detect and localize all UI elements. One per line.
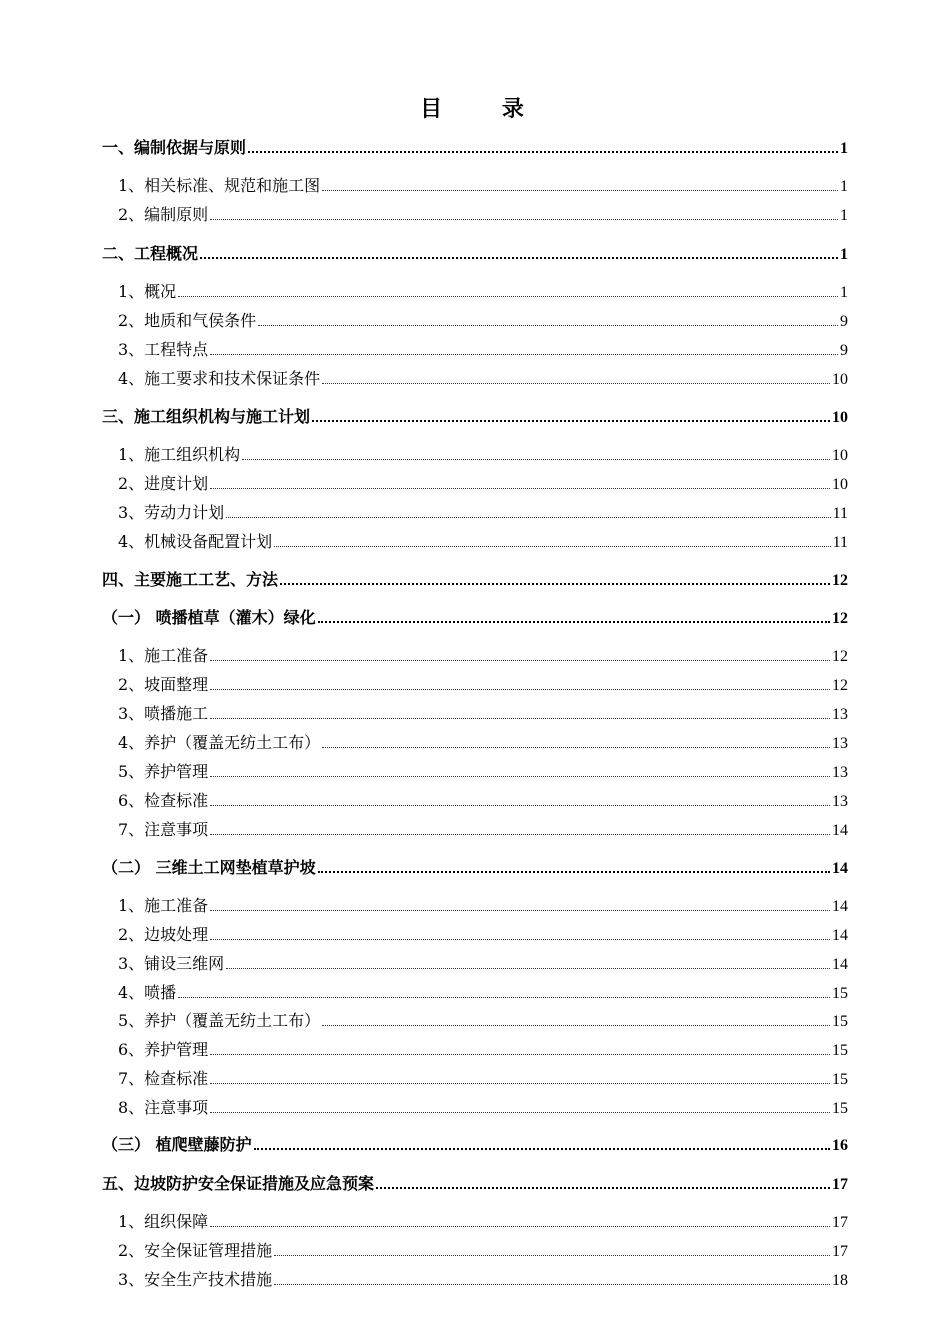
toc-dot-leader [178, 296, 838, 297]
toc-page-number: 1 [840, 207, 848, 224]
toc-page-number: 10 [832, 476, 848, 493]
toc-page-number: 12 [832, 677, 848, 694]
toc-page-number: 18 [832, 1272, 848, 1289]
toc-entry-label: 1、组织保障 [118, 1212, 209, 1231]
toc-entry-label: 4、养护（覆盖无纺土工布） [118, 733, 321, 752]
toc-dot-leader [178, 997, 830, 998]
toc-subentry[interactable] [118, 700, 848, 724]
toc-entry-label: 1、相关标准、规范和施工图 [118, 176, 321, 195]
toc-page-number: 16 [832, 1137, 848, 1154]
toc-entry-label: （三） 植爬壁藤防护 [102, 1135, 252, 1154]
toc-heading-entry[interactable] [102, 604, 848, 628]
toc-page-number: 10 [832, 409, 848, 426]
toc-page-number: 11 [832, 505, 848, 522]
toc-entry-label: 7、检查标准 [118, 1069, 209, 1088]
toc-entry-label: 2、安全保证管理措施 [118, 1241, 273, 1260]
toc-page-number: 13 [832, 793, 848, 810]
toc-page-number: 14 [832, 860, 848, 877]
toc-subentry[interactable] [118, 787, 848, 811]
toc-dot-leader [210, 689, 830, 690]
toc-heading-entry[interactable] [102, 1170, 848, 1194]
toc-dot-leader [210, 939, 830, 940]
toc-page-number: 17 [832, 1214, 848, 1231]
toc-entry-label: 3、安全生产技术措施 [118, 1270, 273, 1289]
toc-dot-leader [280, 583, 830, 585]
toc-subentry[interactable] [118, 307, 848, 331]
toc-entry-label: 1、施工准备 [118, 646, 209, 665]
toc-entry-label: 四、主要施工工艺、方法 [102, 570, 279, 589]
toc-entry-label: 5、养护（覆盖无纺土工布） [118, 1011, 321, 1030]
toc-dot-leader [226, 517, 830, 518]
toc-dot-leader [318, 871, 830, 873]
toc-dot-leader [210, 219, 838, 220]
toc-heading-entry[interactable] [102, 134, 848, 158]
toc-heading-entry[interactable] [102, 566, 848, 590]
toc-entry-label: 7、注意事项 [118, 820, 209, 839]
toc-subentry[interactable] [118, 1065, 848, 1089]
toc-subentry[interactable] [118, 950, 848, 974]
toc-page-number: 14 [832, 956, 848, 973]
toc-subentry[interactable] [118, 528, 848, 552]
toc-page-number: 13 [832, 735, 848, 752]
toc-subentry[interactable] [118, 642, 848, 666]
toc-subentry[interactable] [118, 921, 848, 945]
toc-dot-leader [210, 660, 830, 661]
toc-dot-leader [210, 910, 830, 911]
toc-subentry[interactable] [118, 892, 848, 916]
toc-page-number: 15 [832, 1071, 848, 1088]
toc-entry-label: 5、养护管理 [118, 762, 209, 781]
toc-dot-leader [210, 718, 830, 719]
toc-title: 目 录 [420, 96, 550, 122]
toc-page-number: 14 [832, 927, 848, 944]
toc-dot-leader [322, 383, 830, 384]
toc-entry-label: 4、施工要求和技术保证条件 [118, 369, 321, 388]
toc-entry-label: 1、概况 [118, 282, 177, 301]
toc-subentry[interactable] [118, 499, 848, 523]
toc-heading-entry[interactable] [102, 1131, 848, 1155]
toc-dot-leader [210, 776, 830, 777]
toc-dot-leader [200, 257, 838, 259]
toc-page-number: 1 [840, 178, 848, 195]
toc-dot-leader [274, 1255, 830, 1256]
toc-page-number: 12 [832, 648, 848, 665]
toc-dot-leader [210, 834, 830, 835]
toc-page-number: 13 [832, 764, 848, 781]
toc-entry-label: 2、坡面整理 [118, 675, 209, 694]
toc-page-number: 1 [840, 140, 848, 157]
toc-dot-leader [226, 968, 830, 969]
toc-page-number: 17 [832, 1243, 848, 1260]
toc-entry-label: 一、编制依据与原则 [102, 138, 247, 157]
toc-page-number: 9 [840, 342, 848, 359]
toc-page-number: 10 [832, 371, 848, 388]
toc-entry-label: 4、喷播 [118, 983, 177, 1002]
toc-subentry[interactable] [118, 1036, 848, 1060]
toc-dot-leader [322, 747, 830, 748]
toc-page-number: 17 [832, 1176, 848, 1193]
toc-subentry[interactable] [118, 1007, 848, 1031]
toc-dot-leader [210, 1112, 830, 1113]
toc-heading-entry[interactable] [102, 854, 848, 878]
toc-page-number: 1 [840, 246, 848, 263]
toc-entry-label: （二） 三维土工网垫植草护坡 [102, 858, 316, 877]
toc-subentry[interactable] [118, 1208, 848, 1232]
toc-dot-leader [274, 546, 830, 547]
toc-dot-leader [254, 1148, 830, 1150]
toc-subentry[interactable] [118, 470, 848, 494]
toc-subentry[interactable] [118, 1094, 848, 1118]
toc-entry-label: 6、检查标准 [118, 791, 209, 810]
toc-entry-label: 3、劳动力计划 [118, 503, 225, 522]
toc-page-number: 12 [832, 572, 848, 589]
toc-entry-label: 2、边坡处理 [118, 925, 209, 944]
toc-subentry[interactable] [118, 172, 848, 196]
toc-dot-leader [322, 1025, 830, 1026]
toc-dot-leader [210, 1226, 830, 1227]
toc-subentry[interactable] [118, 816, 848, 840]
toc-entry-label: 2、地质和气侯条件 [118, 311, 257, 330]
toc-page-number: 11 [832, 534, 848, 551]
toc-subentry[interactable] [118, 758, 848, 782]
toc-page-number: 15 [832, 1013, 848, 1030]
toc-subentry[interactable] [118, 201, 848, 225]
toc-subentry[interactable] [118, 441, 848, 465]
toc-subentry[interactable] [118, 365, 848, 389]
toc-entry-label: 4、机械设备配置计划 [118, 532, 273, 551]
toc-entry-label: 3、铺设三维网 [118, 954, 225, 973]
toc-dot-leader [258, 325, 838, 326]
toc-dot-leader [242, 459, 830, 460]
toc-subentry[interactable] [118, 979, 848, 1003]
toc-entry-label: 3、工程特点 [118, 340, 209, 359]
toc-dot-leader [210, 488, 830, 489]
toc-dot-leader [376, 1187, 830, 1189]
toc-entry-label: 1、施工组织机构 [118, 445, 241, 464]
toc-dot-leader [322, 190, 838, 191]
toc-dot-leader [210, 1083, 830, 1084]
toc-page-number: 14 [832, 822, 848, 839]
toc-page-number: 13 [832, 706, 848, 723]
toc-entry-label: 二、工程概况 [102, 244, 199, 263]
toc-subentry[interactable] [118, 278, 848, 302]
toc-subentry[interactable] [118, 671, 848, 695]
toc-page-number: 15 [832, 1100, 848, 1117]
toc-heading-entry[interactable] [102, 403, 848, 427]
toc-dot-leader [248, 151, 838, 153]
toc-dot-leader [210, 1054, 830, 1055]
toc-entry-label: 1、施工准备 [118, 896, 209, 915]
toc-page-number: 15 [832, 1042, 848, 1059]
toc-entry-label: 2、进度计划 [118, 474, 209, 493]
toc-entry-label: 五、边坡防护安全保证措施及应急预案 [102, 1174, 375, 1193]
toc-page-number: 15 [832, 985, 848, 1002]
toc-dot-leader [312, 420, 830, 422]
toc-subentry[interactable] [118, 336, 848, 360]
toc-dot-leader [274, 1284, 830, 1285]
toc-entry-label: 3、喷播施工 [118, 704, 209, 723]
toc-dot-leader [210, 354, 838, 355]
toc-dot-leader [210, 805, 830, 806]
toc-subentry[interactable] [118, 1237, 848, 1261]
toc-page-number: 1 [840, 284, 848, 301]
toc-entry-label: （一） 喷播植草（灌木）绿化 [102, 608, 316, 627]
toc-entry-label: 三、施工组织机构与施工计划 [102, 407, 311, 426]
toc-subentry[interactable] [118, 729, 848, 753]
toc-subentry[interactable] [118, 1266, 848, 1290]
toc-entry-label: 8、注意事项 [118, 1098, 209, 1117]
toc-page-number: 10 [832, 447, 848, 464]
toc-entry-label: 6、养护管理 [118, 1040, 209, 1059]
toc-entry-label: 2、编制原则 [118, 205, 209, 224]
toc-page-number: 9 [840, 313, 848, 330]
toc-dot-leader [318, 621, 830, 623]
toc-page-number: 12 [832, 610, 848, 627]
toc-heading-entry[interactable] [102, 240, 848, 264]
toc-page-number: 14 [832, 898, 848, 915]
